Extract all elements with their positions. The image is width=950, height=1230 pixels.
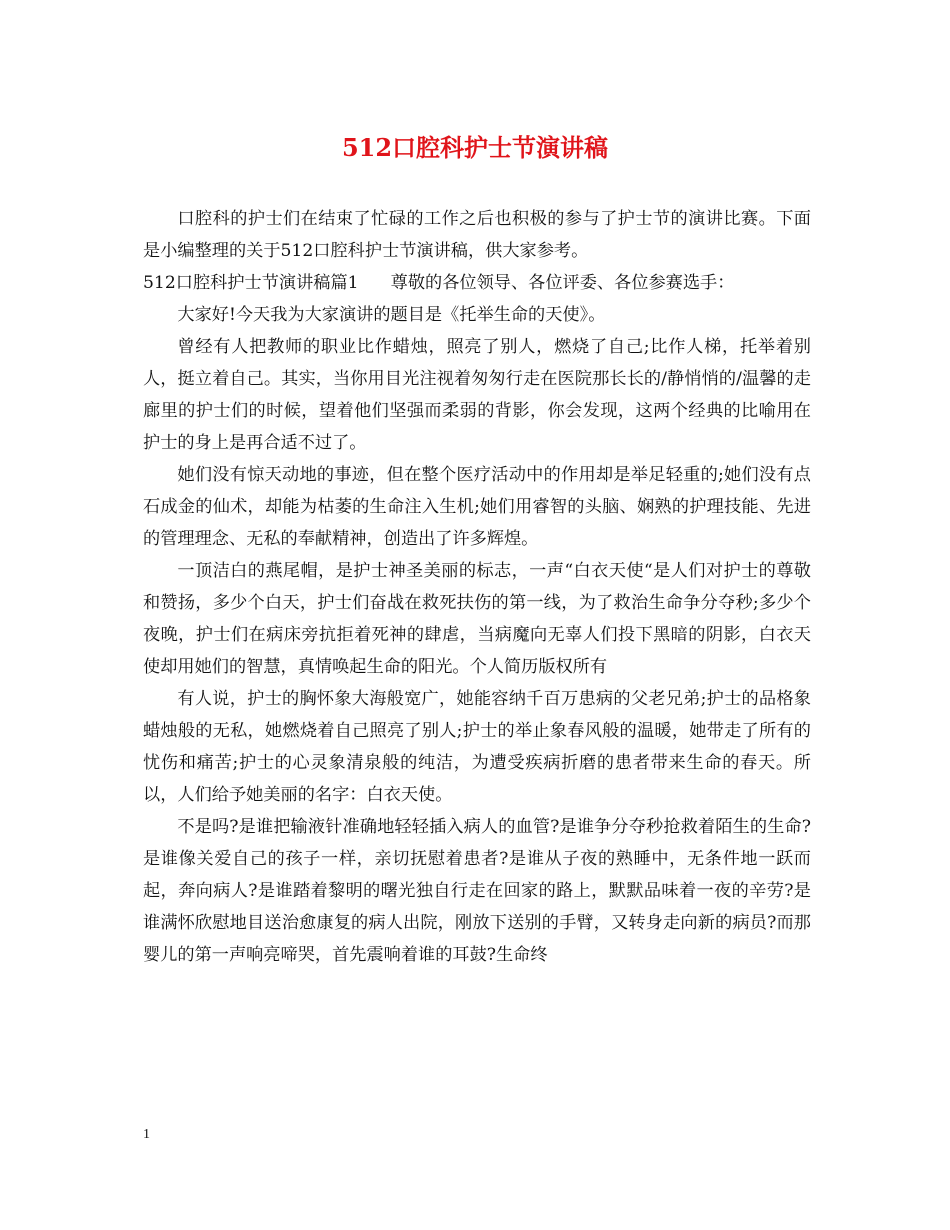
greeting: 尊敬的各位领导、各位评委、各位参赛选手： <box>390 273 735 293</box>
section-heading-line <box>143 267 811 299</box>
body-paragraph: 一顶洁白的燕尾帽，是护士神圣美丽的标志，一声“白衣天使“是人们对护士的尊敬和赞扬，多少个白天，护士们奋战在救死扶伤的第一线，为了救治生命争分夺秒;多少个夜晚，护士们在病床旁抗拒着死神的肆虐，当病魔向无辜人们投下黑暗的阴影，白衣天使却用她们的智慧，真情唤起生命的阳光。个人简历版权所有 <box>143 561 811 677</box>
section-heading: 512口腔科护士节演讲稿篇1 <box>143 273 359 293</box>
intro-paragraph: 口腔科的护士们在结束了忙碌的工作之后也积极的参与了护士节的演讲比赛。下面是小编整理的关于512口腔科护士节演讲稿，供大家参考。 <box>143 209 811 261</box>
body-paragraph: 曾经有人把教师的职业比作蜡烛，照亮了别人，燃烧了自己;比作人梯，托举着别人，挺立着自己。其实，当你用目光注视着匆匆行走在医院那长长的/静悄悄的/温馨的走廊里的护士们的时候，望着他们坚强而柔弱的背影，你会发现，这两个经典的比喻用在护士的身上是再合适不过了。 <box>143 337 811 453</box>
body-paragraph: 她们没有惊天动地的事迹，但在整个医疗活动中的作用却是举足轻重的;她们没有点石成金的仙术，却能为枯萎的生命注入生机;她们用睿智的头脑、娴熟的护理技能、先进的管理理念、无私的奉献精神，创造出了许多辉煌。 <box>143 465 811 549</box>
document-title: 512口腔科护士节演讲稿 <box>341 133 609 162</box>
document-body <box>143 203 811 971</box>
body-paragraph: 有人说，护士的胸怀象大海般宽广，她能容纳千百万患病的父老兄弟;护士的品格象蜡烛般的无私，她燃烧着自己照亮了别人;护士的举止象春风般的温暖，她带走了所有的忧伤和痛苦;护士的心灵象清泉般的纯洁，为遭受疾病折磨的患者带来生命的春天。所以，人们给予她美丽的名字：白衣天使。 <box>143 689 811 805</box>
page-number: 1 <box>143 1127 150 1142</box>
body-paragraph: 大家好!今天我为大家演讲的题目是《托举生命的天使》。 <box>177 305 606 325</box>
body-paragraph: 不是吗?是谁把输液针准确地轻轻插入病人的血管?是谁争分夺秒抢救着陌生的生命?是谁像关爱自己的孩子一样，亲切抚慰着患者?是谁从子夜的熟睡中，无条件地一跃而起，奔向病人?是谁踏着黎明的曙光独自行走在回家的路上，默默品味着一夜的辛劳?是谁满怀欣慰地目送治愈康复的病人出院，刚放下送别的手臂，又转身走向新的病员?而那婴儿的第一声响亮啼哭，首先震响着谁的耳鼓?生命终 <box>143 817 811 965</box>
